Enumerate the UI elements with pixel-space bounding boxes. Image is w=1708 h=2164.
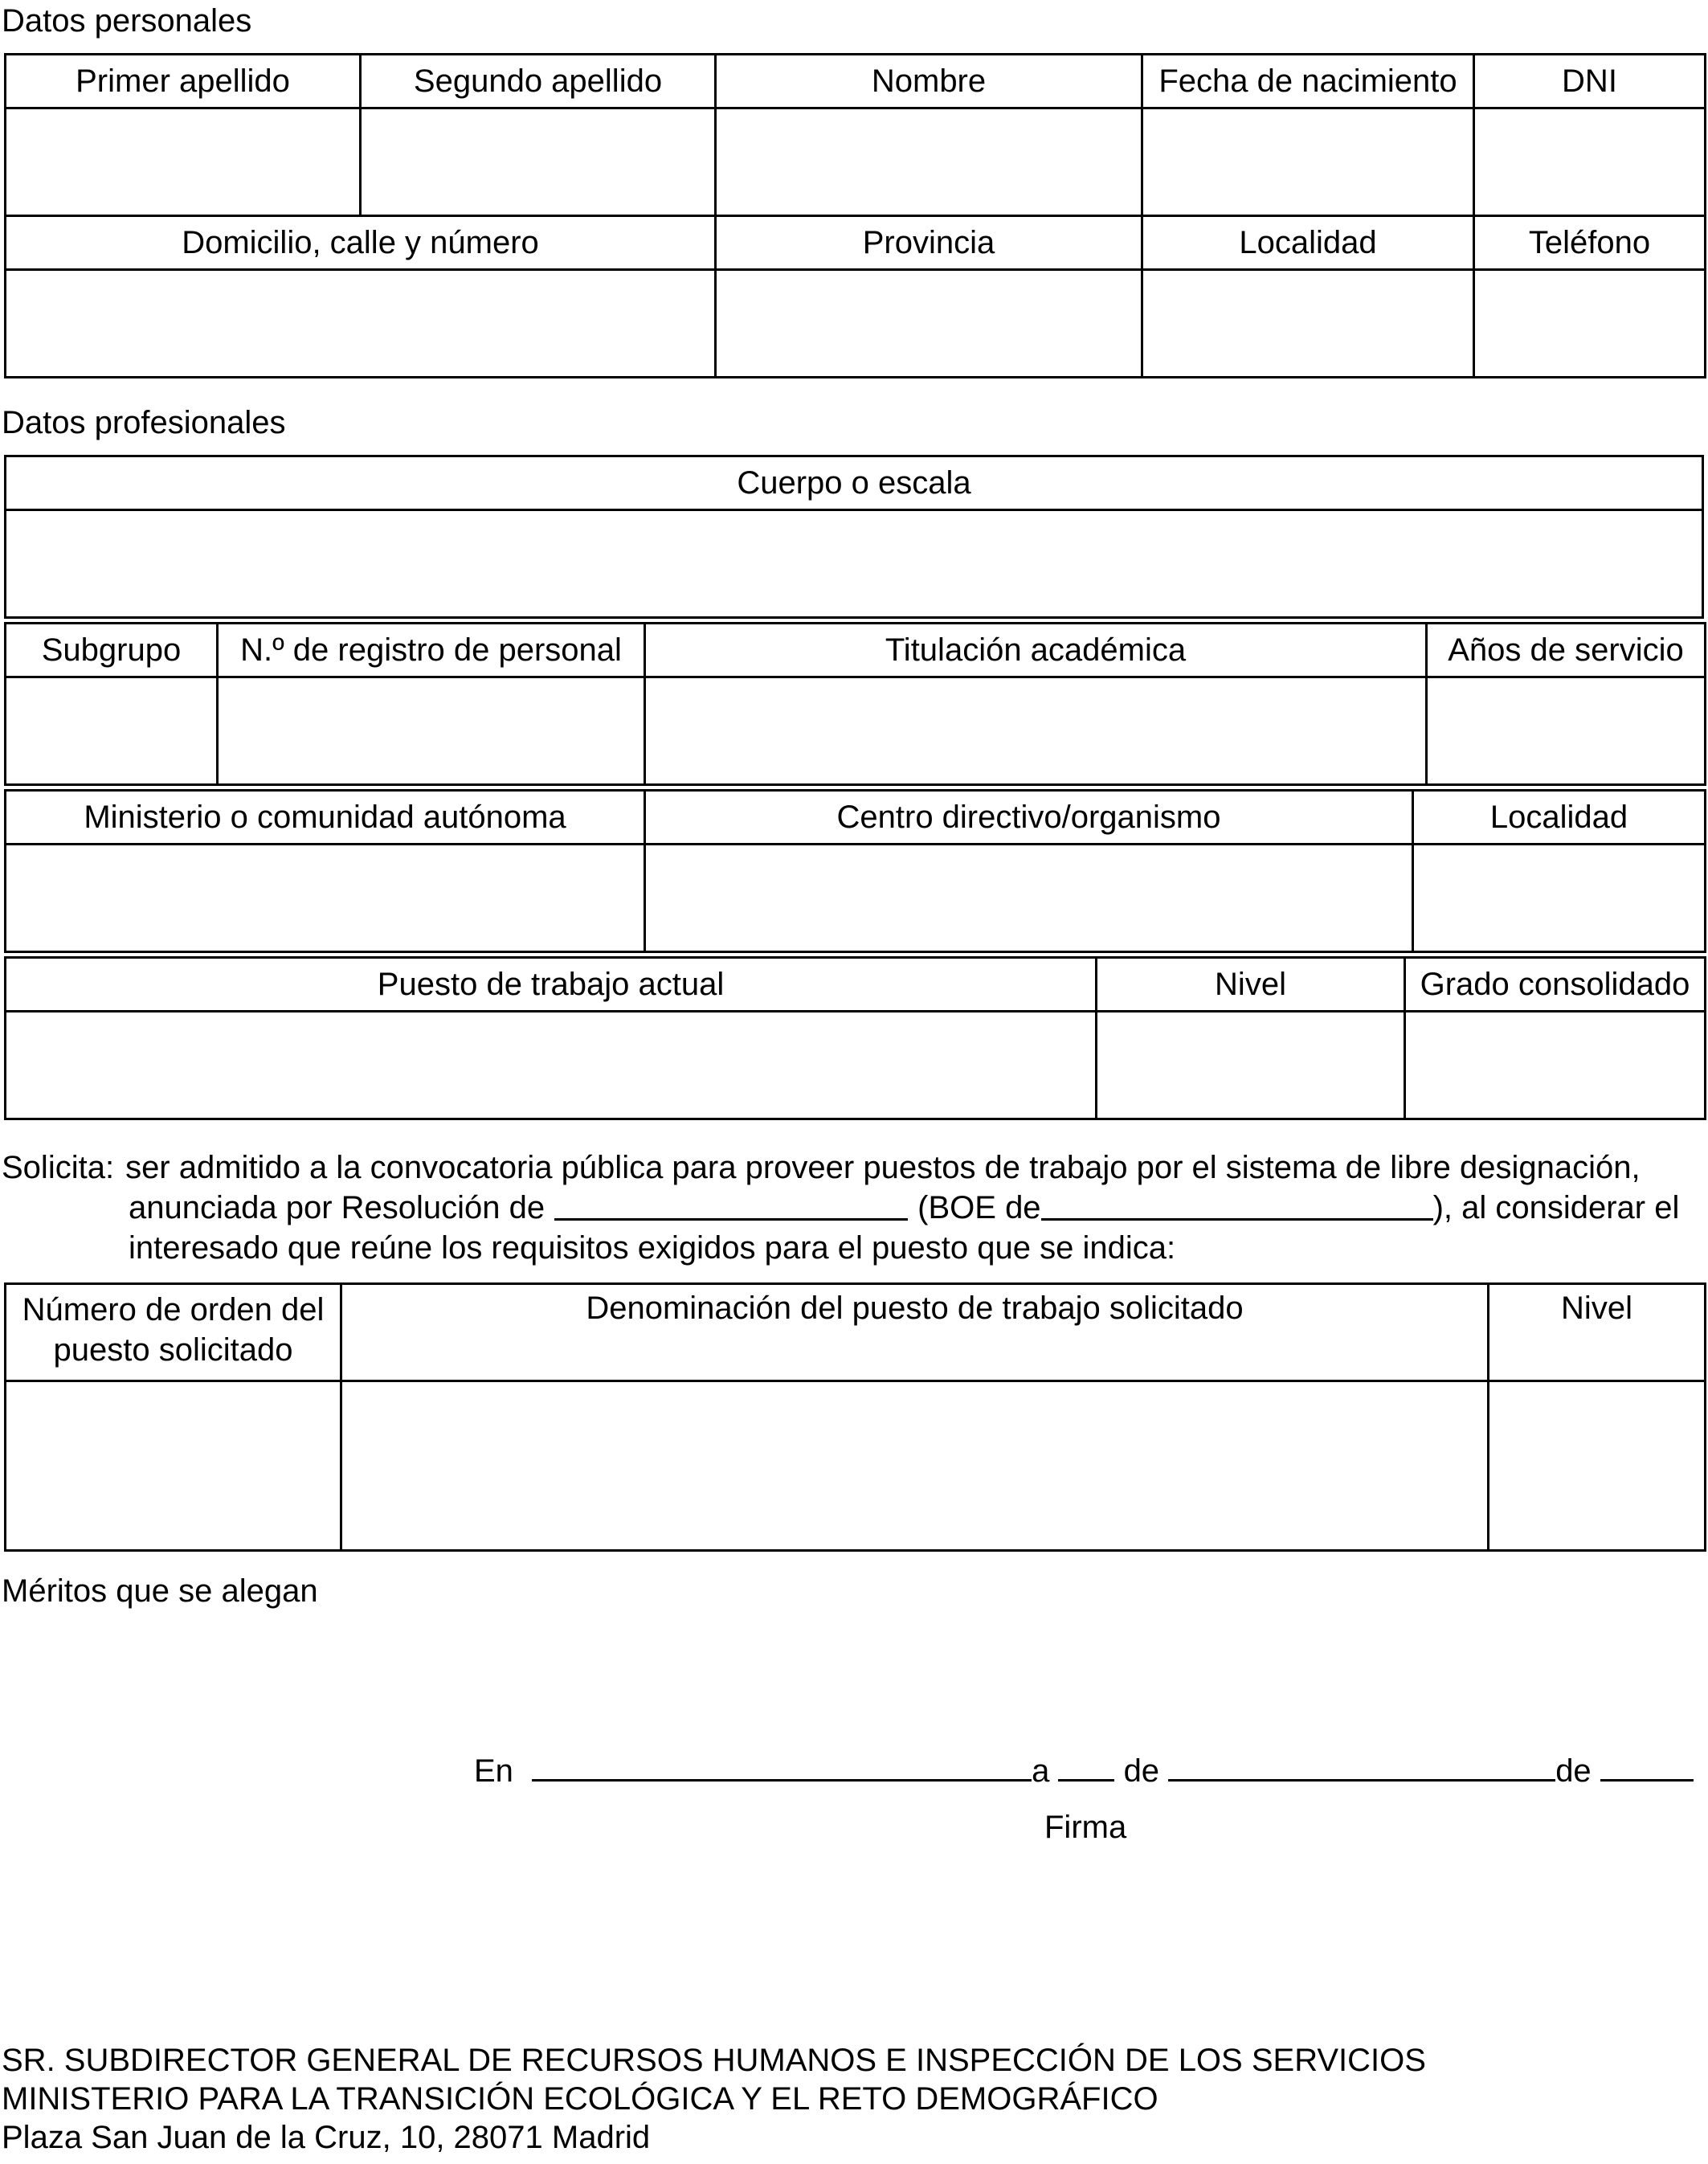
signature-date-line <box>474 1749 1694 1790</box>
month-line[interactable] <box>1168 1749 1555 1782</box>
header-fecha-nacimiento: Fecha de nacimiento <box>1142 55 1474 108</box>
requested-positions-table <box>4 1282 1706 1552</box>
field-nivel-actual[interactable] <box>1097 1012 1405 1119</box>
field-cuerpo-escala[interactable] <box>6 510 1703 618</box>
section-title-merits: Méritos que se alegan <box>2 1573 318 1609</box>
header-cuerpo-escala: Cuerpo o escala <box>6 456 1703 510</box>
professional-ministerio-table <box>4 789 1706 953</box>
address-line-2: MINISTERIO PARA LA TRANSICIÓN ECOLÓGICA Y EL RETO DEMOGRÁFICO <box>2 2081 1158 2117</box>
header-puesto-actual: Puesto de trabajo actual <box>6 958 1097 1012</box>
header-centro-directivo: Centro directivo/organismo <box>645 791 1413 845</box>
field-grado-consolidado[interactable] <box>1405 1012 1706 1119</box>
request-paragraph <box>2 1147 1706 1268</box>
header-numero-orden: Número de orden del puesto solicitado <box>6 1284 341 1381</box>
field-anos-servicio[interactable] <box>1427 677 1706 785</box>
signature-label: Firma <box>1044 1810 1127 1845</box>
field-provincia[interactable] <box>716 270 1142 378</box>
field-nivel-solicitado[interactable] <box>1489 1381 1706 1551</box>
request-line2-b: (BOE de <box>917 1190 1041 1225</box>
header-ministerio: Ministerio o comunidad autónoma <box>6 791 645 845</box>
label-a: a <box>1032 1753 1050 1789</box>
field-registro-personal[interactable] <box>218 677 645 785</box>
field-localidad-prof[interactable] <box>1413 845 1706 952</box>
header-telefono: Teléfono <box>1474 216 1706 270</box>
header-dni: DNI <box>1474 55 1706 108</box>
request-line3: interesado que reúne los requisitos exigidos para el puesto que se indica: <box>129 1230 1176 1266</box>
field-centro-directivo[interactable] <box>645 845 1413 952</box>
field-titulacion[interactable] <box>645 677 1427 785</box>
request-line2-c: ), al considerar el <box>1432 1190 1680 1225</box>
header-subgrupo: Subgrupo <box>6 624 218 677</box>
header-registro-personal: N.º de registro de personal <box>218 624 645 677</box>
day-line[interactable] <box>1058 1749 1114 1782</box>
field-primer-apellido[interactable] <box>6 108 361 216</box>
year-line[interactable] <box>1600 1749 1694 1782</box>
request-line1: ser admitido a la convocatoria pública para proveer puestos de trabajo por el sistema de libre designación, <box>125 1150 1641 1185</box>
resolucion-date-line[interactable] <box>554 1188 908 1221</box>
address-line-1: SR. SUBDIRECTOR GENERAL DE RECURSOS HUMANOS E INSPECCIÓN DE LOS SERVICIOS <box>2 2043 1426 2078</box>
header-nivel-actual: Nivel <box>1097 958 1405 1012</box>
header-anos-servicio: Años de servicio <box>1427 624 1706 677</box>
label-de-2: de <box>1555 1753 1592 1789</box>
header-titulacion: Titulación académica <box>645 624 1427 677</box>
header-nombre: Nombre <box>716 55 1142 108</box>
header-provincia: Provincia <box>716 216 1142 270</box>
label-en: En <box>474 1753 513 1789</box>
section-title-professional: Datos profesionales <box>2 405 286 440</box>
request-line2-a: anunciada por Resolución de <box>129 1190 545 1225</box>
field-segundo-apellido[interactable] <box>361 108 716 216</box>
field-subgrupo[interactable] <box>6 677 218 785</box>
field-nombre[interactable] <box>716 108 1142 216</box>
header-segundo-apellido: Segundo apellido <box>361 55 716 108</box>
place-line[interactable] <box>532 1749 1032 1782</box>
request-label: Solicita: <box>2 1150 115 1185</box>
header-grado-consolidado: Grado consolidado <box>1405 958 1706 1012</box>
addressee-block <box>2 2041 1426 2157</box>
section-title-personal: Datos personales <box>2 3 252 39</box>
header-primer-apellido: Primer apellido <box>6 55 361 108</box>
professional-cuerpo-table <box>4 455 1704 619</box>
header-domicilio: Domicilio, calle y número <box>6 216 716 270</box>
field-ministerio[interactable] <box>6 845 645 952</box>
field-fecha-nacimiento[interactable] <box>1142 108 1474 216</box>
header-localidad: Localidad <box>1142 216 1474 270</box>
field-denominacion[interactable] <box>341 1381 1489 1551</box>
header-denominacion: Denominación del puesto de trabajo solicitado <box>341 1284 1489 1381</box>
field-puesto-actual[interactable] <box>6 1012 1097 1119</box>
field-localidad[interactable] <box>1142 270 1474 378</box>
address-line-3: Plaza San Juan de la Cruz, 10, 28071 Madrid <box>2 2120 651 2155</box>
field-numero-orden[interactable] <box>6 1381 341 1551</box>
field-domicilio[interactable] <box>6 270 716 378</box>
label-de-1: de <box>1123 1753 1160 1789</box>
header-nivel-solicitado: Nivel <box>1489 1284 1706 1381</box>
boe-date-line[interactable] <box>1041 1188 1433 1221</box>
header-localidad-prof: Localidad <box>1413 791 1706 845</box>
field-telefono[interactable] <box>1474 270 1706 378</box>
professional-subgrupo-table <box>4 622 1706 786</box>
personal-data-table <box>4 53 1706 378</box>
field-dni[interactable] <box>1474 108 1706 216</box>
professional-puesto-table <box>4 956 1706 1120</box>
